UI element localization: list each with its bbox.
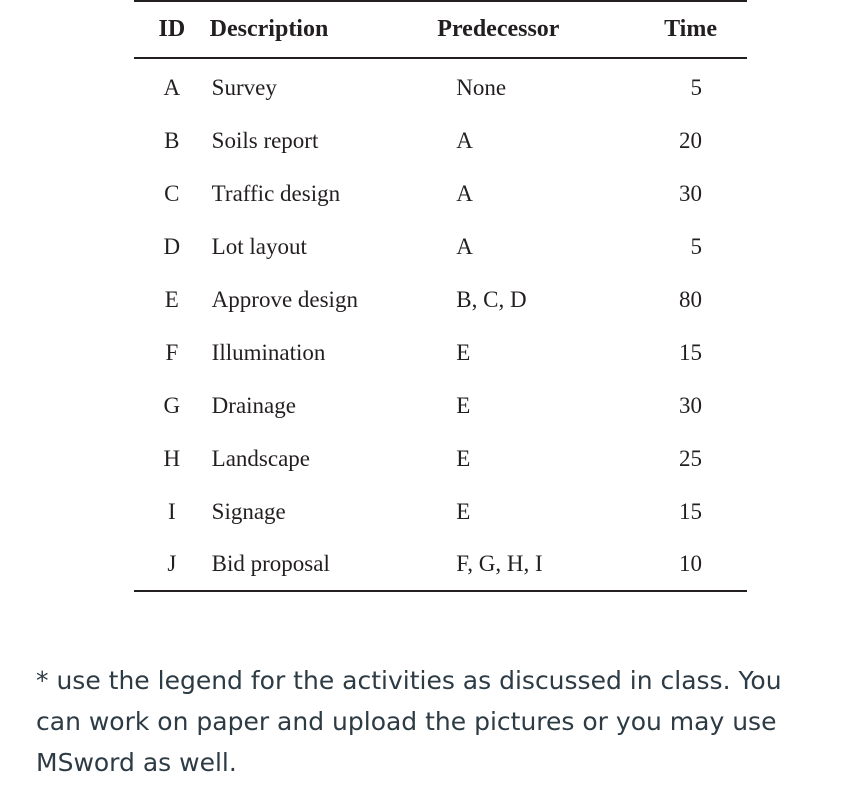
cell-predecessor: B, C, D bbox=[456, 286, 527, 312]
cell-time: 30 bbox=[679, 392, 702, 418]
cell-predecessor: E bbox=[456, 498, 471, 524]
cell-description: Drainage bbox=[211, 392, 296, 418]
cell-predecessor: F, G, H, I bbox=[437, 538, 605, 591]
cell-description: Approve design bbox=[211, 286, 358, 312]
header-id: ID bbox=[134, 1, 210, 58]
cell-description: Soils report bbox=[211, 127, 319, 153]
cell-predecessor: E bbox=[456, 392, 471, 418]
cell-time: 15 bbox=[679, 498, 702, 524]
cell-id: B bbox=[164, 127, 180, 153]
cell-predecessor: None bbox=[456, 75, 507, 100]
instruction-note: * use the legend for the activities as discussed in class. You can work on paper and upload the pictures or you may use MSword as well. bbox=[36, 666, 782, 777]
cell-time: 10 bbox=[606, 538, 747, 591]
table-row bbox=[134, 114, 747, 167]
cell-description: Illumination bbox=[211, 339, 326, 365]
cell-id: F bbox=[165, 339, 179, 365]
table-row bbox=[134, 167, 747, 220]
cell-description: Bid proposal bbox=[210, 538, 438, 591]
table-row bbox=[134, 326, 747, 379]
cell-id: G bbox=[163, 392, 181, 418]
cell-time: 5 bbox=[690, 233, 702, 259]
cell-id: E bbox=[164, 286, 179, 312]
cell-time: 15 bbox=[679, 339, 702, 365]
cell-time: 5 bbox=[690, 75, 702, 100]
cell-id: I bbox=[168, 498, 176, 524]
cell-time: 25 bbox=[679, 445, 702, 471]
cell-predecessor: E bbox=[456, 445, 471, 471]
cell-time: 30 bbox=[679, 180, 702, 206]
cell-id: A bbox=[163, 75, 181, 100]
table-row bbox=[134, 58, 747, 114]
cell-predecessor: A bbox=[456, 233, 473, 259]
cell-id: J bbox=[134, 538, 210, 591]
header-time: Time bbox=[606, 1, 747, 58]
cell-description: Survey bbox=[211, 75, 277, 100]
cell-description: Signage bbox=[211, 498, 286, 524]
cell-predecessor: A bbox=[456, 180, 473, 206]
table-row bbox=[134, 485, 747, 538]
header-row bbox=[134, 1, 747, 58]
header-predecessor: Predecessor bbox=[437, 1, 605, 58]
table-row bbox=[134, 432, 747, 485]
table-body bbox=[134, 58, 747, 591]
cell-description: Traffic design bbox=[211, 180, 341, 206]
table-row bbox=[134, 379, 747, 432]
cell-id: H bbox=[163, 445, 181, 471]
cell-predecessor: A bbox=[456, 127, 473, 153]
cell-id: C bbox=[164, 180, 180, 206]
cell-description: Landscape bbox=[211, 445, 311, 471]
cell-time: 20 bbox=[679, 127, 702, 153]
cell-predecessor: E bbox=[456, 339, 471, 365]
activity-table bbox=[134, 0, 747, 592]
cell-id: D bbox=[163, 233, 181, 259]
table-row bbox=[134, 220, 747, 273]
table-row bbox=[134, 538, 747, 591]
cell-description: Lot layout bbox=[211, 233, 307, 259]
table-row bbox=[134, 273, 747, 326]
cell-time: 80 bbox=[679, 286, 702, 312]
header-description: Description bbox=[210, 1, 438, 58]
table-header bbox=[134, 1, 747, 58]
